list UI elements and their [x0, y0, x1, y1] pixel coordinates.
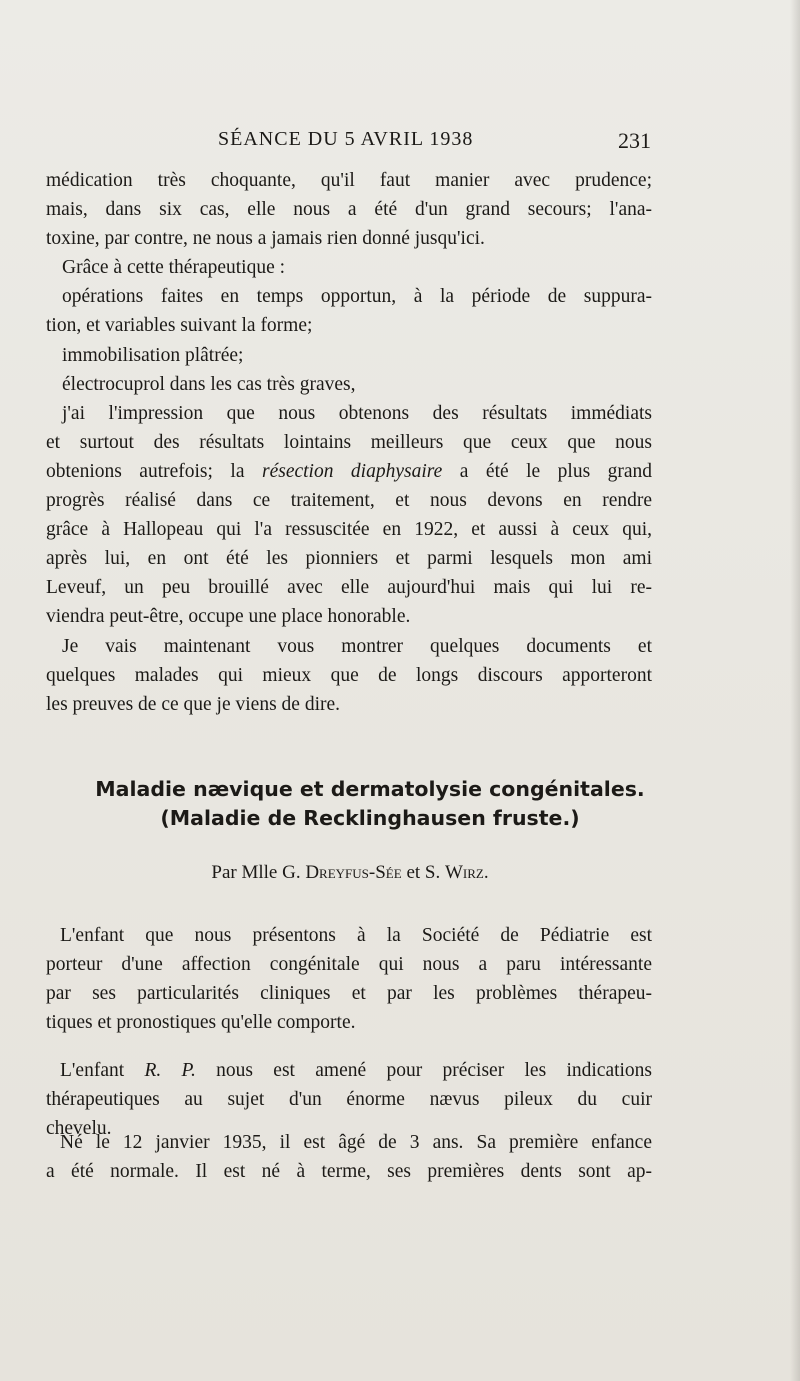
article-title: [60, 775, 680, 833]
text-block-history: [46, 1128, 652, 1186]
text-line: grâce à Hallopeau qui l'a ressuscitée en 1922, et aussi à ceux qui,: [46, 519, 652, 541]
text-line-with-italic: [46, 457, 652, 486]
text-block-top: [46, 166, 652, 719]
italic-term: résection diaphysaire: [261, 460, 443, 482]
text-line: immobilisation plâtrée;: [62, 344, 244, 366]
running-head: SÉANCE DU 5 AVRIL 1938: [218, 128, 474, 150]
text-line: opérations faites en temps opportun, à la période de suppura-: [62, 286, 652, 308]
text-span: L'enfant: [60, 1060, 125, 1081]
text-line: toxine, par contre, ne nous a jamais rien donné jusqu'ici.: [46, 228, 485, 250]
text-block-bottom: [46, 921, 652, 1037]
text-line: j'ai l'impression que nous obtenons des résultats immédiats: [62, 402, 652, 424]
byline-conjunction: et S.: [406, 862, 441, 883]
text-line: Leveuf, un peu brouillé avec elle aujourd'hui mais qui lui re-: [46, 577, 652, 599]
text-line: médication très choquante, qu'il faut manier avec prudence;: [46, 170, 652, 191]
text-line: tion, et variables suivant la forme;: [46, 315, 313, 337]
text-line: quelques malades qui mieux que de longs discours apporteront: [46, 664, 652, 686]
text-line: porteur d'une affection congénitale qui nous a paru intéressante: [46, 954, 652, 976]
running-header: [0, 128, 800, 156]
text-line: tiques et pronostiques qu'elle comporte.: [46, 1012, 356, 1034]
page-edge-shadow: [790, 0, 800, 1381]
article-title-line: Maladie nævique et dermatolysie congénitales.: [95, 777, 645, 801]
author-name: Wirz.: [444, 862, 489, 883]
text-line: et surtout des résultats lointains meilleurs que ceux que nous: [46, 431, 652, 453]
byline-prefix: Par Mlle G.: [211, 862, 301, 883]
article-title-line: (Maladie de Recklinghausen fruste.): [160, 806, 580, 830]
text-line-with-italic: [46, 1056, 652, 1085]
text-line: Grâce à cette thérapeutique :: [62, 257, 286, 279]
text-span: obtenions autrefois; la: [46, 460, 245, 482]
text-line: chevelu.: [46, 1118, 112, 1140]
text-line: mais, dans six cas, elle nous a été d'un grand secours; l'ana-: [46, 199, 652, 221]
text-line: par ses particularités cliniques et par les problèmes thérapeu-: [46, 983, 652, 1005]
author-name: Dreyfus-Sée: [305, 862, 402, 883]
text-line: progrès réalisé dans ce traitement, et nous devons en rendre: [46, 490, 652, 512]
byline: [150, 862, 550, 884]
text-line: après lui, en ont été les pionniers et parmi lesquels mon ami: [46, 548, 652, 570]
page-number: 231: [618, 128, 651, 153]
text-line: viendra peut-être, occupe une place honorable.: [46, 606, 411, 628]
text-line: L'enfant que nous présentons à la Société de Pédiatrie est: [60, 925, 652, 946]
text-line: Je vais maintenant vous montrer quelques documents et: [62, 635, 652, 657]
text-span: nous est amené pour préciser les indications: [216, 1060, 653, 1081]
patient-initials: R. P.: [144, 1060, 196, 1081]
text-line: thérapeutiques au sujet d'un énorme nævus pileux du cuir: [46, 1089, 652, 1111]
text-line: Né le 12 janvier 1935, il est âgé de 3 ans. Sa première enfance: [60, 1132, 652, 1153]
text-line: électrocuprol dans les cas très graves,: [62, 373, 356, 395]
text-span: a été le plus grand: [459, 460, 653, 482]
text-line: a été normale. Il est né à terme, ses premières dents sont ap-: [46, 1161, 652, 1183]
text-line: les preuves de ce que je viens de dire.: [46, 693, 341, 715]
